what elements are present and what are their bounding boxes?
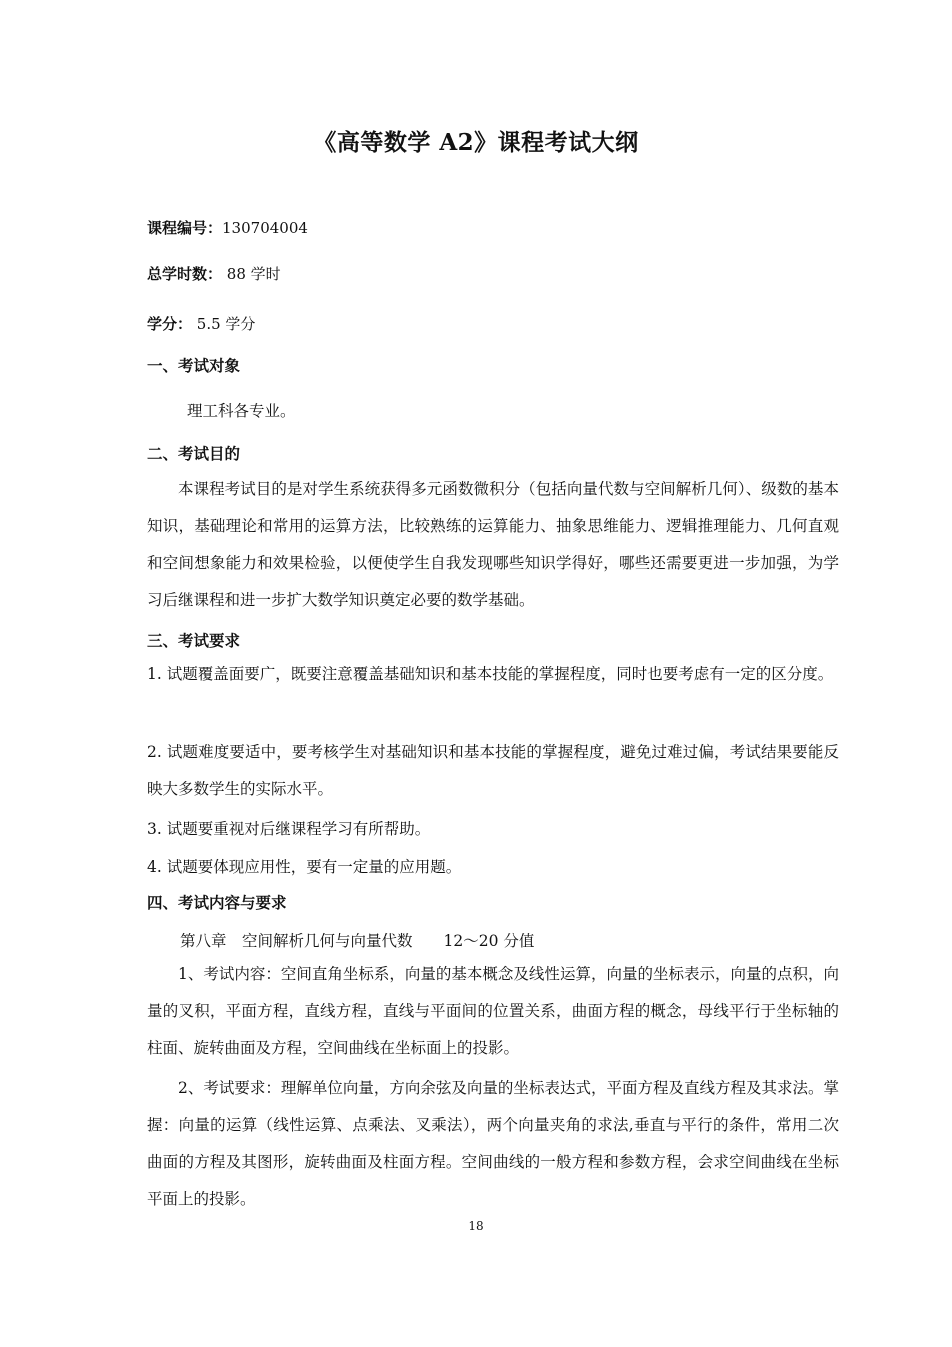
section-1-heading: 一、考试对象 [147, 357, 241, 375]
section-3-heading: 三、考试要求 [147, 632, 241, 650]
course-code-label: 课程编号： [147, 219, 223, 237]
requirement-item-1: 1. 试题覆盖面要广，既要注意覆盖基础知识和基本技能的掌握程度，同时也要考虑有一定的区分度。 [147, 665, 834, 683]
document-title: 《高等数学 A2》课程考试大纲 [313, 129, 639, 156]
requirement-item-4: 4. 试题要体现应用性，要有一定量的应用题。 [147, 858, 462, 876]
exam-requirement-paragraph: 2、考试要求：理解单位向量，方向余弦及向量的坐标表达式，平面方程及直线方程及其求法。掌握：向量的运算（线性运算、点乘法、叉乘法），两个向量夹角的求法,垂直与平行的条件，常用二次曲面的方程及其图形，旋转曲面及柱面方程。空间曲线的一般方程和参数方程，会求空间曲线在坐标平面上的投影。 [147, 1079, 839, 1208]
section-1-text: 理工科各专业。 [187, 402, 296, 420]
section-2-heading: 二、考试目的 [147, 445, 241, 463]
credits-value: 5.5 学分 [192, 315, 256, 333]
page-number: 18 [468, 1219, 484, 1233]
section-2-paragraph: 本课程考试目的是对学生系统获得多元函数微积分（包括向量代数与空间解析几何）、级数的基本知识，基础理论和常用的运算方法，比较熟练的运算能力、抽象思维能力、逻辑推理能力、几何直观和空间想象能力和效果检验，以便使学生自我发现哪些知识学得好，哪些还需要更进一步加强，为学习后继课程和进一步扩大数学知识奠定必要的数学基础。 [147, 480, 839, 609]
total-hours-label: 总学时数： [147, 265, 223, 283]
total-hours [147, 263, 281, 284]
credits [147, 313, 255, 334]
requirement-item-3: 3. 试题要重视对后继课程学习有所帮助。 [147, 820, 431, 838]
course-code-value: 130704004 [222, 219, 308, 237]
requirement-item-2: 2. 试题难度要适中，要考核学生对基础知识和基本技能的掌握程度，避免过难过偏，考试结果要能反映大多数学生的实际水平。 [147, 743, 839, 798]
exam-content-paragraph: 1、考试内容：空间直角坐标系，向量的基本概念及线性运算，向量的坐标表示，向量的点积，向量的叉积，平面方程，直线方程，直线与平面间的位置关系，曲面方程的概念，母线平行于坐标轴的柱面、旋转曲面及方程，空间曲线在坐标面上的投影。 [147, 965, 839, 1057]
course-code [147, 217, 308, 238]
chapter-heading: 第八章 空间解析几何与向量代数 12～20 分值 [180, 932, 535, 950]
section-4-heading: 四、考试内容与要求 [147, 894, 287, 912]
credits-label: 学分： [147, 315, 193, 333]
total-hours-value: 88 学时 [222, 265, 281, 283]
